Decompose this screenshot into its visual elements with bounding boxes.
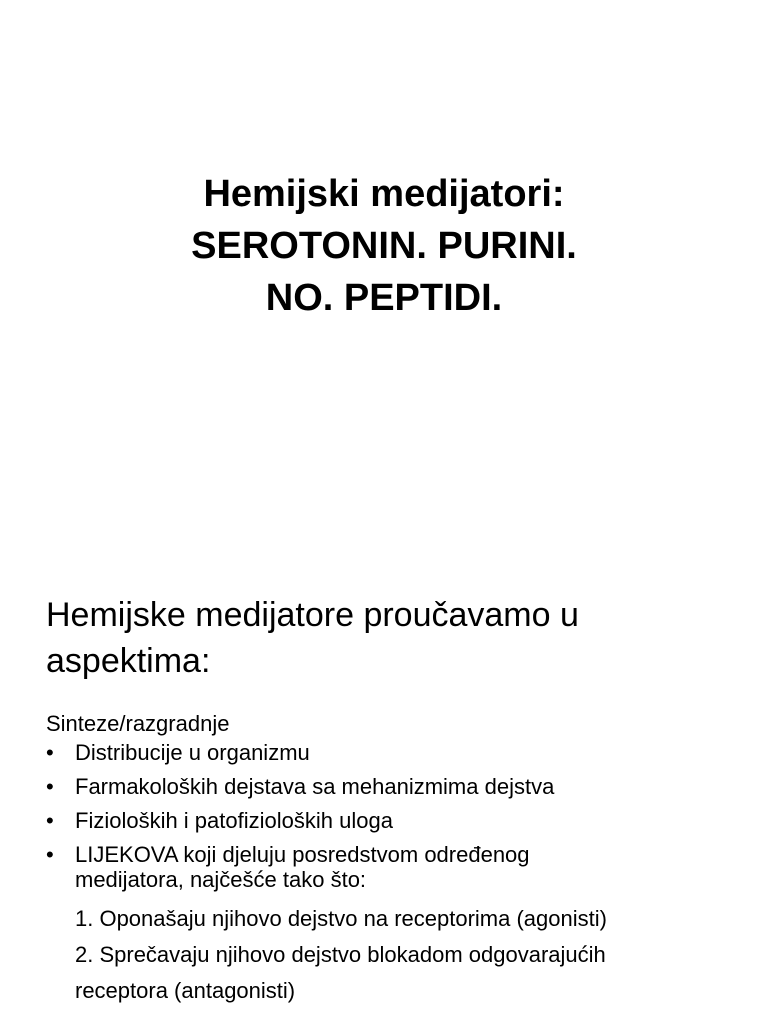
bullet-text: Fizioloških i patofizioloških uloga bbox=[75, 808, 393, 833]
bullet-icon: • bbox=[46, 774, 54, 799]
bullet-item bbox=[46, 740, 746, 765]
bullet-icon: • bbox=[46, 740, 54, 765]
numbered-item-2-continued: receptora (antagonisti) bbox=[75, 978, 296, 1003]
title-line-3: NO. PEPTIDI. bbox=[265, 277, 503, 319]
bullet-item bbox=[46, 774, 746, 799]
title-line-1: Hemijski medijatori: bbox=[203, 173, 565, 215]
numbered-list bbox=[75, 901, 746, 1009]
bullet-text: Distribucije u organizmu bbox=[75, 740, 310, 765]
heading-line-1: Hemijske medijatore proučavamo u bbox=[46, 596, 579, 634]
content-slide bbox=[0, 576, 768, 1024]
numbered-item-1: 1. Oponašaju njihovo dejstvo na receptorima (agonisti) bbox=[75, 906, 607, 931]
bullet-list bbox=[46, 740, 746, 892]
lead-text: Sinteze/razgradnje bbox=[46, 711, 230, 736]
bullet-text: LIJEKOVA koji djeluju posredstvom određenog bbox=[75, 842, 530, 867]
numbered-item-2: 2. Sprečavaju njihovo dejstvo blokadom odgovarajućih bbox=[75, 942, 606, 967]
bullet-icon: • bbox=[46, 808, 54, 833]
slide-title bbox=[0, 168, 768, 324]
bullet-text-continued: medijatora, najčešće tako što: bbox=[75, 867, 367, 892]
bullet-item bbox=[46, 808, 746, 833]
bullet-text: Farmakoloških dejstava sa mehanizmima dejstva bbox=[75, 774, 555, 799]
bullet-icon: • bbox=[46, 842, 54, 867]
bullet-item bbox=[46, 842, 746, 892]
slide-heading bbox=[46, 592, 746, 684]
slide-body bbox=[46, 708, 746, 1009]
title-line-2: SEROTONIN. PURINI. bbox=[191, 225, 577, 267]
heading-line-2: aspektima: bbox=[46, 642, 211, 680]
